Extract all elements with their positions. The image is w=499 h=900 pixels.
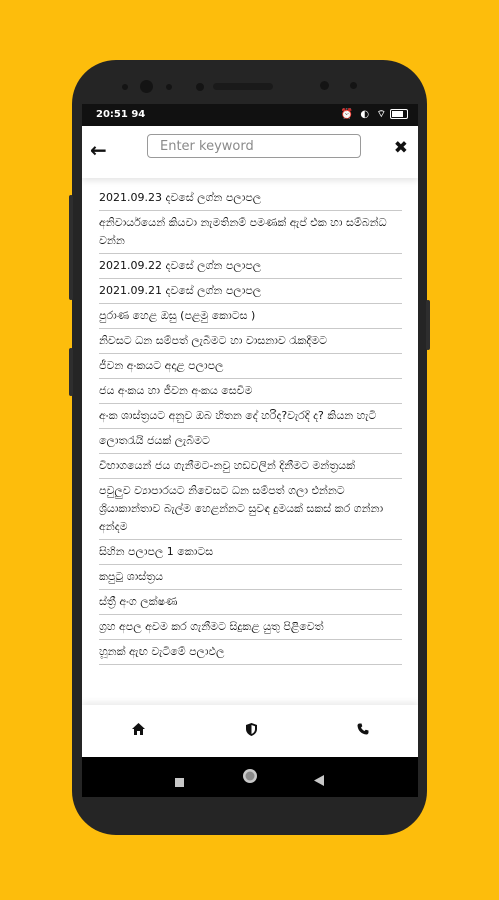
list-item[interactable]: අනිවාර්යයෙන් කියවා නැමතිනම් පමණක් ඇප් එක හා සම්බන්ධ වන්න xyxy=(99,211,402,254)
side-button-right xyxy=(426,300,430,350)
list-item[interactable]: හූනක් ඇඟ වැටීමේ පලාඵල xyxy=(99,640,402,665)
list-item[interactable]: සිහින පලාපල 1 කොටස xyxy=(99,540,402,565)
phone-icon[interactable] xyxy=(348,723,378,739)
list-item[interactable]: ස්ත්‍රී අංග ලක්ෂණ xyxy=(99,590,402,615)
search-input[interactable] xyxy=(147,134,361,158)
article-list xyxy=(99,186,402,665)
list-item[interactable]: ග්‍රහ අපල අවම කර ගැනීමට සිදුකළ යුතු පිළිවෙත් xyxy=(99,615,402,640)
list-item[interactable]: ජීවන අංකයට අදාළ පලාපල xyxy=(99,354,402,379)
home-icon[interactable] xyxy=(123,723,153,739)
shield-icon[interactable] xyxy=(236,723,266,740)
list-item[interactable]: කපුටු ශාස්ත්‍රය xyxy=(99,565,402,590)
list-item[interactable]: පවුලුව ව්‍යාපාරයට නිවෙසට ධන සම්පත් ගලා එන්නට ශ්‍රියාකාන්තාව බැල්ම හෙළන්නට සුවඳ දුමයක් සකස් කර ගන්නා අන්දම xyxy=(99,479,402,540)
home-circle-icon[interactable] xyxy=(242,768,258,788)
sensor xyxy=(350,82,357,89)
status-time: 20:51 94 xyxy=(96,109,146,120)
sensor xyxy=(320,81,329,90)
list-item[interactable]: ජය අංකය හා ජීවන අංකය සෙවීම xyxy=(99,379,402,404)
list-item[interactable]: නිවසට ධන සම්පත් ලැබීමට හා වාසනාව රැකදීමට xyxy=(99,329,402,354)
sensor xyxy=(196,83,204,91)
recents-icon[interactable] xyxy=(175,772,184,791)
battery-icon xyxy=(390,109,408,119)
list-item[interactable]: පුරාණ හෙළ ඔසු (පළමු කොටස ) xyxy=(99,304,402,329)
list-item[interactable]: අංක ශාස්ත්‍රයට අනුව ඔබ හිතන දේ හරිද?වැරදි ද? කියන හැටි xyxy=(99,404,402,429)
top-bar xyxy=(82,126,418,178)
status-icons: ⏰ ◐ ⌔ xyxy=(340,108,408,121)
list-item[interactable]: 2021.09.22 දවසේ ලග්න පලාපල xyxy=(99,254,402,279)
earpiece xyxy=(213,83,273,90)
power-button xyxy=(69,348,73,396)
sensor xyxy=(122,84,128,90)
system-navigation-bar xyxy=(82,757,418,797)
back-arrow-icon[interactable]: ← xyxy=(90,138,107,162)
bottom-navigation xyxy=(82,705,418,757)
close-icon[interactable]: ✖ xyxy=(393,138,408,158)
list-item[interactable]: 2021.09.23 දවසේ ලග්න පලාපල xyxy=(99,186,402,211)
list-item[interactable]: ලොතරැයි ජයක් ලැබීමට xyxy=(99,429,402,454)
status-bar xyxy=(82,104,418,126)
back-triangle-icon[interactable] xyxy=(314,771,324,790)
front-camera xyxy=(140,80,153,93)
app-screen xyxy=(82,104,418,797)
sensor xyxy=(166,84,172,90)
volume-button xyxy=(69,195,73,300)
list-item[interactable]: විභාගයෙන් ජය ගැනීමට-නවු හඩවලින් දිනීමට මන්ත්‍රයක් xyxy=(99,454,402,479)
list-item[interactable]: 2021.09.21 දවසේ ලග්න පලාපල xyxy=(99,279,402,304)
